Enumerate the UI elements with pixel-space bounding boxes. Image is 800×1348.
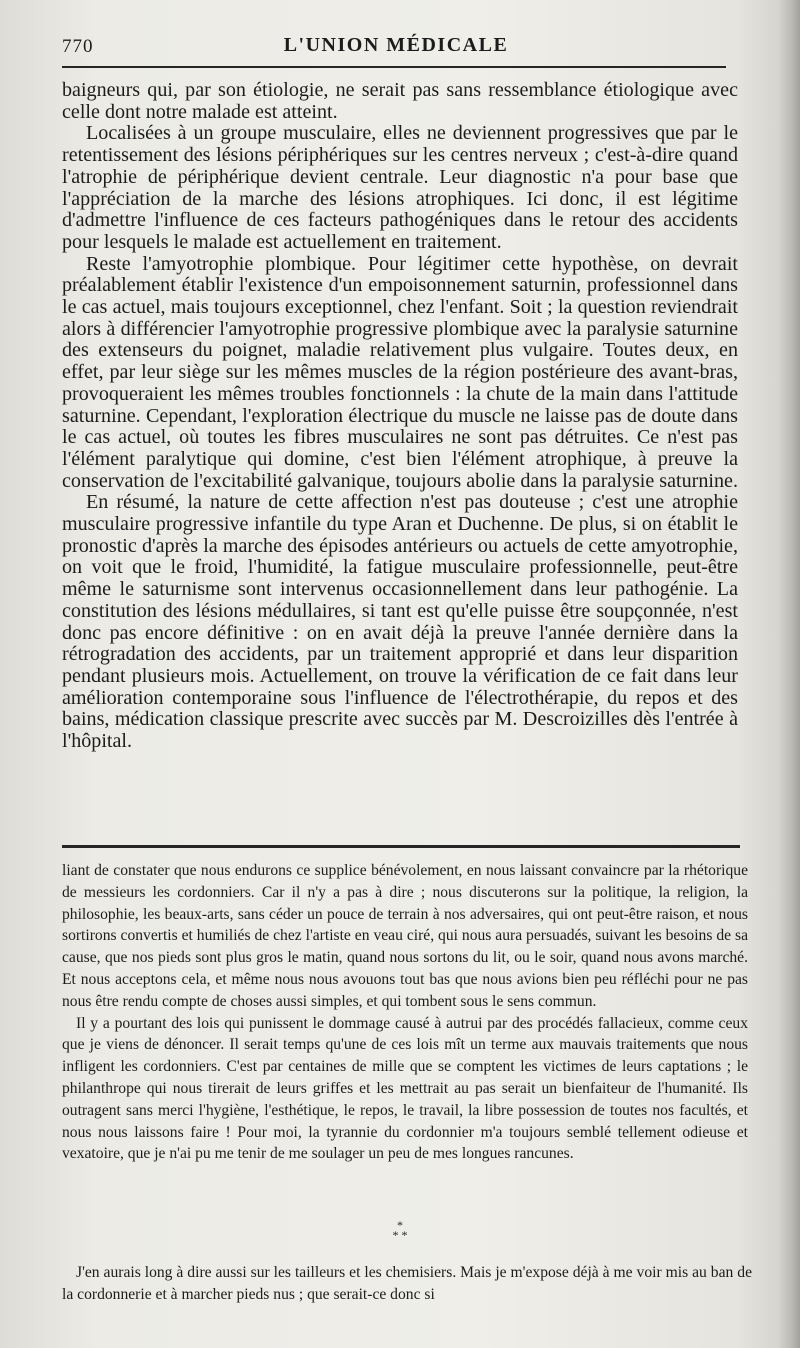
main-text — [62, 80, 738, 753]
main-paragraph: baigneurs qui, par son étiologie, ne serait pas sans ressemblance étiologique avec celle dont notre malade est atteint. — [62, 79, 738, 123]
running-header — [62, 32, 730, 62]
main-paragraph: En résumé, la nature de cette affection n'est pas douteuse ; c'est une atrophie musculaire progressive infantile du type Aran et Duchenne. De plus, si on établit le pronostic d'après la marche des épisodes antérieurs ou actuels de cette amyotrophie, on voit que le froid, l'humidité, la fatigue musculaire professionnelle, peut-être même le saturnisme sont intervenus occasionnellement dans leur pathogénie. La constitution des lésions médullaires, si tant est qu'elle puisse être soupçonnée, n'est donc pas encore définitive : on en avait déjà la preuve l'année dernière dans la rétrogradation des accidents, par un traitement approprié et dans leur disparition pendant plusieurs mois. Actuellement, on trouve la vérification de ce fait dans leur amélioration contemporaine sous l'influence de l'électrothérapie, du repos et des bains, médication classique prescrite avec succès par M. Descroizilles dès l'entrée à l'hôpital. — [62, 491, 738, 753]
feuilleton-text — [62, 860, 748, 1165]
main-paragraph: Localisées à un groupe musculaire, elles ne deviennent progressives que par le retentissement des lésions périphériques sur les centres nerveux ; c'est-à-dire quand l'atrophie de périphérique devient centrale. Leur diagnostic n'a pour base que l'appréciation de la marche des lésions atrophiques. Ici donc, il est légitime d'admettre l'influence de ces facteurs pathogéniques dans le retour des accidents pour lesquels le malade est actuellement en traitement. — [62, 122, 738, 253]
asterism: * * * — [392, 1218, 408, 1242]
feuilleton-continuation — [62, 1262, 752, 1306]
feuilleton-paragraph: liant de constater que nous endurons ce supplice bénévolement, en nous laissant convaincre par la rhétorique de messieurs les cordonniers. Car il n'y a pas à dire ; nous discuterons sur la politique, la religion, la philosophie, les beaux-arts, sans céder un pouce de terrain à nos adversaires, qui ont peut-être raison, et nous sortirons convertis et humiliés de chez l'artiste en veau ciré, qui nous aura persuadés, suivant les besoins de sa cause, que nos pieds sont plus gros le matin, quand nous sortons du lit, ou le soir, quand nous avons marché. Et nous acceptons cela, et même nous nous avouons tout bas que nous avions bien peu réfléchi pour ne pas nous être rendu compte de choses aussi simples, et qui tombent sous le sens commun. — [62, 862, 748, 1010]
main-paragraph: Reste l'amyotrophie plombique. Pour légitimer cette hypothèse, on devrait préalablement établir l'existence d'un empoisonnement saturnin, professionnel dans le cas actuel, mais toujours exceptionnel, chez l'enfant. Soit ; la question reviendrait alors à différencier l'amyotrophie progressive plombique avec la paralysie saturnine des extenseurs du poignet, maladie relativement plus vulgaire. Toutes deux, en effet, par leur siège sur les mêmes muscles de la région postérieure des avant-bras, provoqueraient les mêmes troubles fonctionnels : la chute de la main dans l'attitude saturnine. Cependant, l'exploration électrique du muscle ne laisse pas de doute dans le cas actuel, où toutes les fibres musculaires ne sont pas détruites. Ce n'est pas l'élément paralytique qui domine, c'est bien l'élément atrophique, à preuve la conservation de l'excitabilité galvanique, toujours abolie dans la paralysie saturnine. — [62, 252, 738, 492]
running-title: L'UNION MÉDICALE — [283, 34, 509, 56]
page-number: 770 — [62, 36, 94, 57]
binding-shadow — [778, 0, 800, 1348]
feuilleton-paragraph: J'en aurais long à dire aussi sur les tailleurs et les chemisiers. Mais je m'expose déjà à me voir mis au ban de la cordonnerie et à marcher pieds nus ; que serait-ce donc si — [62, 1264, 752, 1303]
feuilleton-paragraph: Il y a pourtant des lois qui punissent le dommage causé à autrui par des procédés fallacieux, comme ceux que je viens de dénoncer. Il serait temps qu'une de ces lois mît un terme aux mauvais traitements que nous infligent les cordonniers. C'est par centaines de mille que se comptent les victimes de leurs captations ; le philanthrope qui nous tirerait de leurs griffes et les mettrait au pas serait un bienfaiteur de l'humanité. Ils outragent sans merci l'hygiène, l'esthétique, le repos, le travail, la libre possession de toutes nos facultés, et nous nous laissons faire ! Pour moi, la tyrannie du cordonnier m'a toujours semblé tellement odieuse et vexatoire, que je n'ai pu me tenir de me soulager un peu de mes longues rancunes. — [62, 1014, 748, 1163]
feuilleton-separator-rule — [62, 845, 740, 848]
header-rule — [62, 66, 726, 68]
